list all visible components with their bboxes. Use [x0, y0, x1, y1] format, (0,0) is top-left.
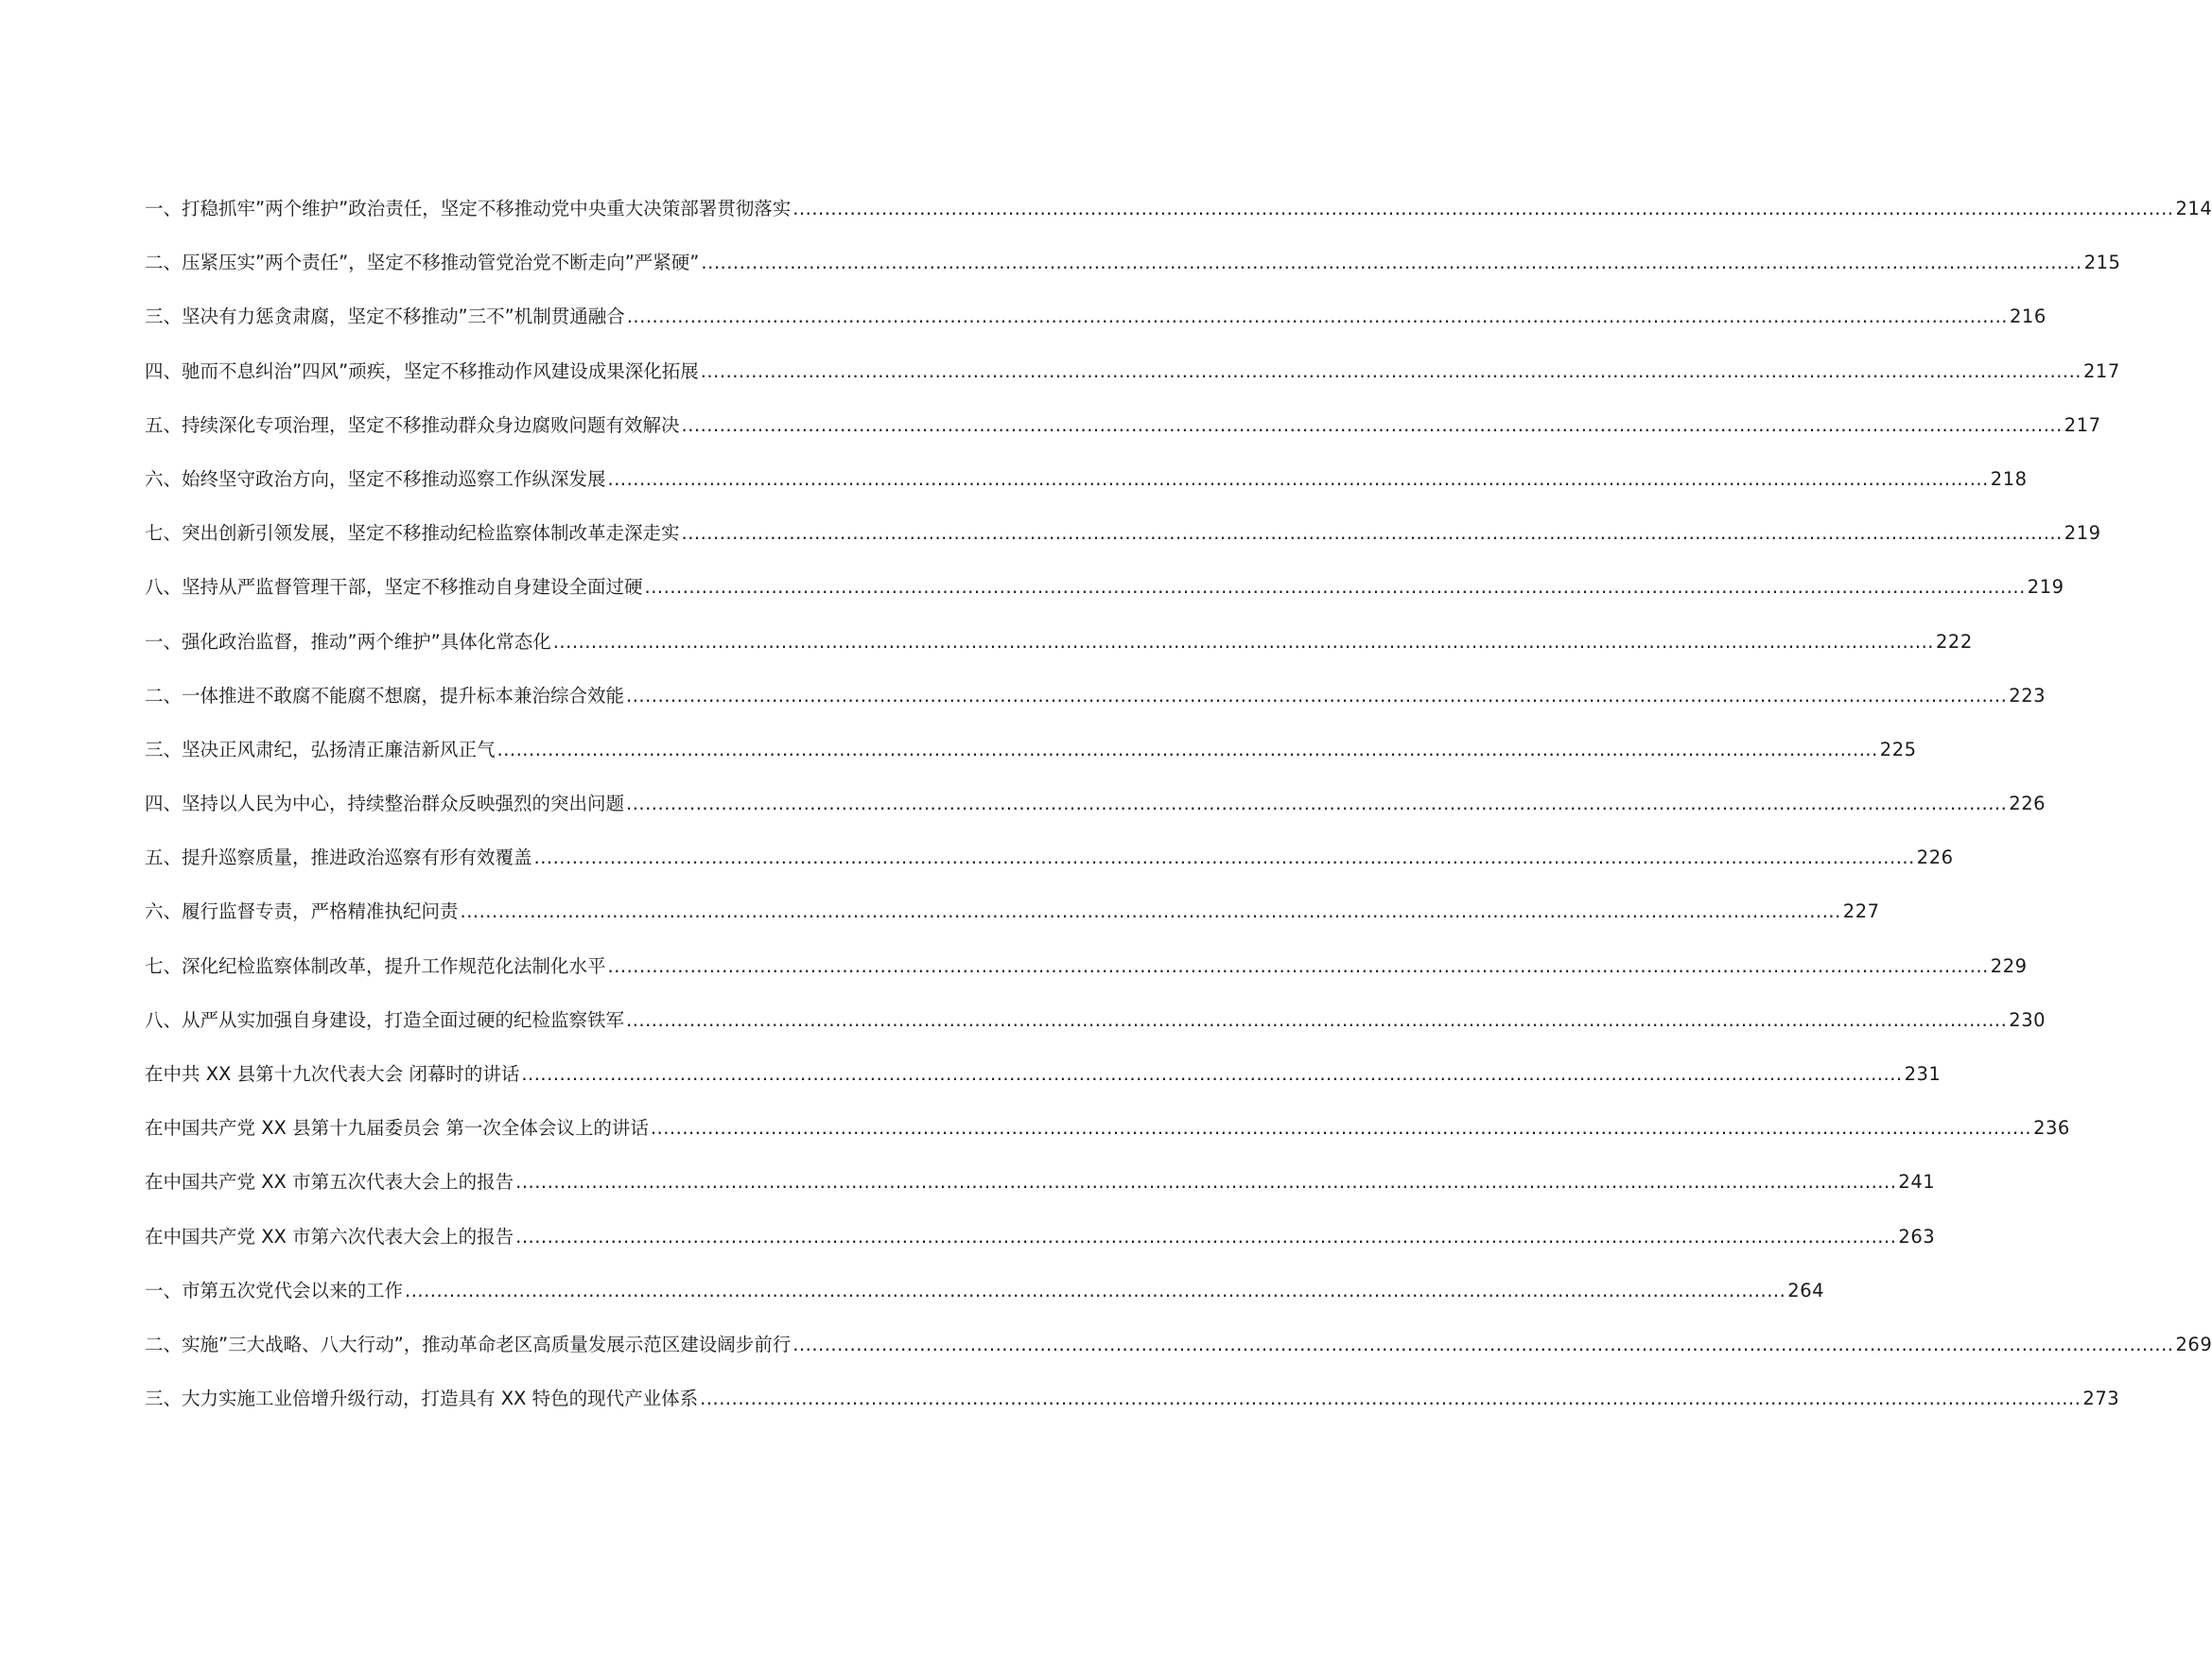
toc-entry[interactable]	[145, 954, 2028, 1011]
toc-entry-page-number: 230	[2009, 1008, 2047, 1031]
toc-dot-leader: ..........................................................................................................................................................................................................................	[626, 684, 2008, 707]
toc-entry-page-number: 217	[2064, 413, 2101, 436]
toc-entry[interactable]	[145, 252, 2121, 307]
toc-entry[interactable]	[145, 306, 2047, 361]
toc-entry[interactable]	[145, 1279, 1825, 1336]
toc-entry-title: 八、坚持从严监督管理干部，坚定不移推动自身建设全面过硬	[145, 576, 643, 599]
toc-entry-page-number: 214	[2175, 198, 2212, 219]
toc-entry[interactable]	[145, 522, 2101, 578]
toc-dot-leader: ..........................................................................................................................................................................................................................	[460, 900, 1841, 923]
toc-entry-page-number: 219	[2027, 576, 2064, 599]
toc-entry-page-number: 219	[2064, 522, 2101, 545]
toc-entry[interactable]	[145, 413, 2101, 470]
toc-dot-leader: ..........................................................................................................................................................................................................................	[607, 467, 1989, 490]
toc-entry[interactable]	[145, 1225, 1936, 1282]
toc-dot-leader: ..........................................................................................................................................................................................................................	[405, 1279, 1786, 1301]
toc-dot-leader: ..........................................................................................................................................................................................................................	[533, 847, 1915, 869]
toc-entry[interactable]	[145, 1117, 2070, 1173]
toc-dot-leader: ..........................................................................................................................................................................................................................	[521, 1063, 1903, 1085]
toc-entry-page-number: 273	[2082, 1388, 2120, 1410]
toc-entry[interactable]	[145, 793, 2047, 848]
toc-entry-page-number: 225	[1879, 738, 1917, 760]
toc-dot-leader: ..........................................................................................................................................................................................................................	[607, 954, 1989, 977]
toc-entry-title: 六、履行监督专责，严格精准执纪问责	[145, 900, 459, 923]
toc-entry[interactable]	[145, 467, 2028, 524]
toc-entry-page-number: 227	[1842, 900, 1880, 923]
toc-entry-page-number: 236	[2033, 1117, 2070, 1140]
toc-entry[interactable]	[145, 1063, 1942, 1119]
toc-dot-leader: ..........................................................................................................................................................................................................................	[700, 359, 2081, 382]
toc-entry-title: 五、提升巡察质量，推进政治巡察有形有效覆盖	[145, 847, 532, 869]
toc-entry[interactable]	[145, 684, 2047, 741]
toc-entry-title: 二、实施”三大战略、八大行动”，推动革命老区高质量发展示范区建设阔步前行	[145, 1333, 792, 1355]
toc-entry[interactable]	[145, 359, 2120, 416]
toc-entry-title: 在中共 XX 县第十九次代表大会 闭幕时的讲话	[145, 1063, 520, 1085]
toc-entry-page-number: 264	[1787, 1279, 1825, 1301]
toc-entry[interactable]	[145, 1008, 2047, 1065]
toc-dot-leader: ..........................................................................................................................................................................................................................	[792, 1333, 2174, 1355]
toc-entry-page-number: 217	[2083, 359, 2120, 382]
toc-entry-title: 三、坚决有力惩贪肃腐，坚定不移推动”三不”机制贯通融合	[145, 306, 625, 328]
toc-entry-title: 一、市第五次党代会以来的工作	[145, 1279, 404, 1301]
toc-dot-leader: ..........................................................................................................................................................................................................................	[650, 1117, 2032, 1140]
toc-entry-page-number: 215	[2083, 252, 2121, 274]
toc-entry-title: 四、驰而不息纠治”四风”顽疾，坚定不移推动作风建设成果深化拓展	[145, 359, 699, 382]
toc-entry-title: 三、坚决正风肃纪，弘扬清正廉洁新风正气	[145, 738, 496, 760]
table-of-contents	[145, 198, 2212, 1443]
toc-entry-title: 六、始终坚守政治方向，坚定不移推动巡察工作纵深发展	[145, 467, 606, 490]
toc-entry-title: 在中国共产党 XX 县第十九届委员会 第一次全体会议上的讲话	[145, 1117, 649, 1140]
toc-entry-title: 七、深化纪检监察体制改革，提升工作规范化法制化水平	[145, 954, 606, 977]
toc-entry-page-number: 226	[2009, 793, 2047, 815]
toc-entry-title: 八、从严从实加强自身建设，打造全面过硬的纪检监察铁军	[145, 1008, 625, 1031]
toc-entry-title: 二、压紧压实”两个责任”，坚定不移推动管党治党不断走向”严紧硬”	[145, 252, 700, 274]
toc-entry-title: 一、强化政治监督，推动”两个维护”具体化常态化	[145, 630, 551, 653]
toc-entry-page-number: 222	[1936, 630, 1973, 653]
toc-entry-page-number: 226	[1916, 847, 1954, 869]
toc-entry-page-number: 269	[2175, 1333, 2212, 1355]
toc-entry-page-number: 218	[1990, 467, 2028, 490]
toc-dot-leader: ..........................................................................................................................................................................................................................	[515, 1171, 1897, 1194]
toc-entry-title: 在中国共产党 XX 市第六次代表大会上的报告	[145, 1225, 514, 1248]
toc-entry[interactable]	[145, 630, 1973, 687]
toc-entry[interactable]	[145, 847, 1954, 902]
toc-entry-page-number: 241	[1898, 1171, 1936, 1194]
toc-dot-leader: ..........................................................................................................................................................................................................................	[552, 630, 1934, 653]
toc-entry-page-number: 263	[1898, 1225, 1936, 1248]
toc-dot-leader: ..........................................................................................................................................................................................................................	[644, 576, 2026, 599]
toc-entry-page-number: 223	[2009, 684, 2047, 707]
toc-entry-page-number: 229	[1990, 954, 2028, 977]
toc-entry-title: 四、坚持以人民为中心，持续整治群众反映强烈的突出问题	[145, 793, 625, 815]
toc-dot-leader: ..........................................................................................................................................................................................................................	[515, 1225, 1897, 1248]
toc-entry-page-number: 216	[2010, 306, 2047, 328]
toc-entry-page-number: 231	[1904, 1063, 1942, 1085]
toc-dot-leader: ..........................................................................................................................................................................................................................	[496, 738, 1878, 760]
toc-entry-title: 在中国共产党 XX 市第五次代表大会上的报告	[145, 1171, 514, 1194]
toc-entry-title: 二、一体推进不敢腐不能腐不想腐，提升标本兼治综合效能	[145, 684, 625, 707]
toc-entry[interactable]	[145, 900, 1880, 956]
toc-dot-leader: ..........................................................................................................................................................................................................................	[701, 252, 2082, 274]
toc-entry-title: 一、打稳抓牢”两个维护”政治责任，坚定不移推动党中央重大决策部署贯彻落实	[145, 198, 792, 219]
toc-dot-leader: ..........................................................................................................................................................................................................................	[681, 413, 2063, 436]
toc-entry[interactable]	[145, 1333, 2212, 1389]
toc-dot-leader: ..........................................................................................................................................................................................................................	[626, 1008, 2008, 1031]
toc-dot-leader: ..........................................................................................................................................................................................................................	[626, 306, 2008, 328]
toc-entry-title: 七、突出创新引领发展，坚定不移推动纪检监察体制改革走深走实	[145, 522, 680, 545]
toc-entry[interactable]	[145, 738, 1917, 795]
toc-entry[interactable]	[145, 1388, 2120, 1443]
toc-entry[interactable]	[145, 198, 2212, 253]
toc-dot-leader: ..........................................................................................................................................................................................................................	[681, 522, 2063, 545]
toc-dot-leader: ..........................................................................................................................................................................................................................	[626, 793, 2008, 815]
toc-dot-leader: ..........................................................................................................................................................................................................................	[700, 1388, 2081, 1410]
toc-entry-title: 五、持续深化专项治理，坚定不移推动群众身边腐败问题有效解决	[145, 413, 680, 436]
toc-entry-title: 三、大力实施工业倍增升级行动，打造具有 XX 特色的现代产业体系	[145, 1388, 699, 1410]
toc-dot-leader: ..........................................................................................................................................................................................................................	[792, 198, 2174, 219]
toc-entry[interactable]	[145, 576, 2064, 632]
toc-entry[interactable]	[145, 1171, 1936, 1227]
